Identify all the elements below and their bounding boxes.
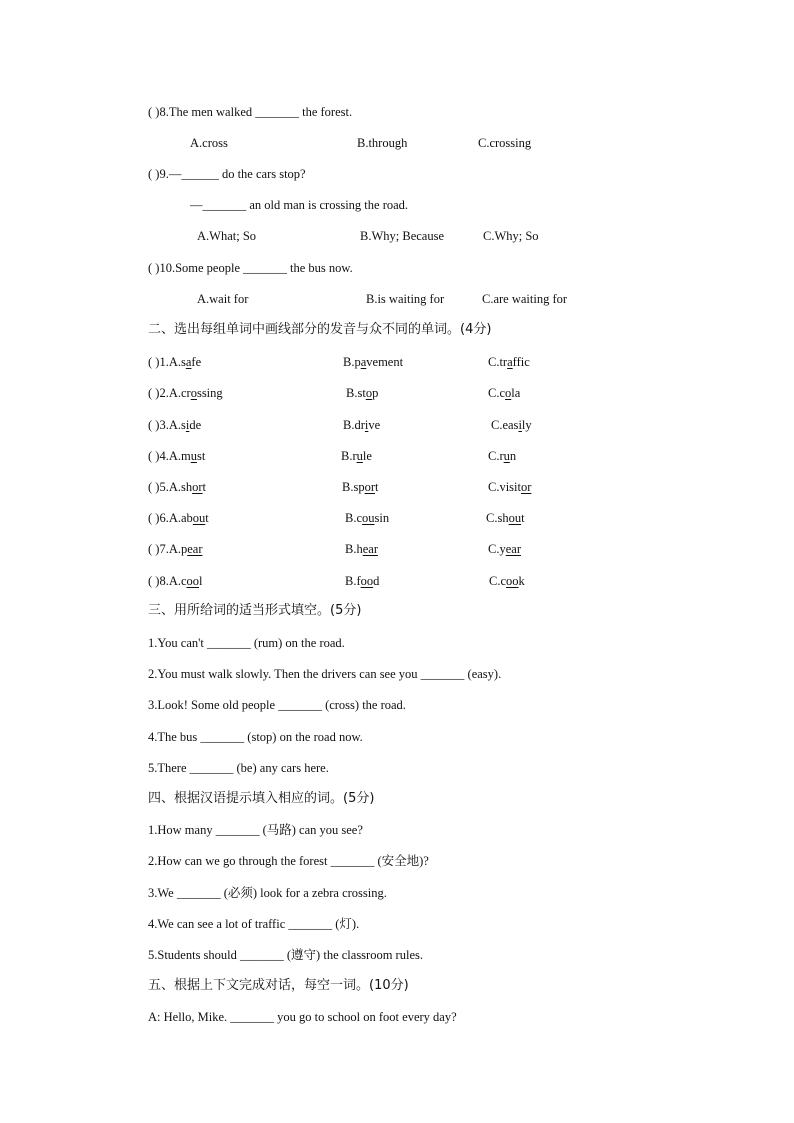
option-c-word	[488, 480, 531, 494]
underlined-sound: o	[190, 386, 197, 400]
section-3-item-1: 1.You can't _______ (rum) on the road.	[148, 636, 345, 650]
underlined-sound: a	[185, 355, 192, 369]
option-b-word	[341, 449, 372, 463]
section-2-row	[148, 479, 206, 495]
option-b-word	[345, 574, 379, 588]
word-prefix: C.tr	[488, 355, 508, 369]
section-2-option-c	[488, 448, 516, 464]
option-b-word	[345, 542, 378, 556]
word-suffix: p	[372, 386, 379, 400]
word-suffix: k	[518, 574, 525, 588]
question-10-option-b: B.is waiting for	[366, 292, 445, 306]
word-prefix: A.p	[168, 542, 188, 556]
question-9-stem-reply: —_______ an old man is crossing the road.	[190, 198, 409, 212]
section-2-row	[148, 354, 201, 370]
word-prefix: B.st	[346, 386, 366, 400]
section-3-item-3: 3.Look! Some old people _______ (cross) the road.	[148, 698, 406, 712]
question-10-stem: ( )10.Some people _______ the bus now.	[148, 261, 353, 275]
word-prefix: C.c	[488, 386, 506, 400]
word-prefix: B.p	[343, 355, 361, 369]
section-2-option-b	[345, 541, 378, 557]
underlined-sound: or	[364, 480, 375, 494]
option-a	[169, 542, 203, 556]
option-b-word	[342, 480, 378, 494]
word-suffix: d	[373, 574, 380, 588]
underlined-sound: ear	[505, 542, 521, 556]
underlined-sound: u	[356, 449, 363, 463]
question-10-option-a: A.wait for	[197, 292, 249, 306]
section-2-option-c	[488, 541, 521, 557]
underlined-sound: o	[505, 386, 512, 400]
question-number: ( )1.	[148, 355, 169, 369]
option-c-word	[488, 542, 521, 556]
section-2-option-c	[489, 573, 525, 589]
option-a	[169, 511, 209, 525]
section-2-option-c	[488, 354, 530, 370]
word-prefix: A.s	[168, 418, 186, 432]
word-suffix: ve	[368, 418, 381, 432]
underlined-sound: i	[364, 418, 369, 432]
section-2-option-c	[488, 479, 531, 495]
option-a	[169, 355, 201, 369]
question-8-option-a: A.cross	[190, 136, 228, 150]
word-suffix: ffic	[512, 355, 530, 369]
word-suffix: t	[375, 480, 379, 494]
option-b-word	[343, 418, 380, 432]
section-2-option-b	[343, 417, 380, 433]
option-c-word	[488, 449, 516, 463]
section-2-option-b	[342, 479, 378, 495]
section-4-item-3: 3.We _______ (必须) look for a zebra crossing.	[148, 886, 387, 900]
section-2-option-c	[488, 385, 520, 401]
section-2-row	[148, 573, 203, 589]
section-3-item-2: 2.You must walk slowly. Then the drivers can see you _______ (easy).	[148, 667, 502, 681]
question-10-option-c: C.are waiting for	[482, 292, 568, 306]
section-4-item-1: 1.How many _______ (马路) can you see?	[148, 823, 363, 837]
word-prefix: C.c	[489, 574, 507, 588]
option-a	[169, 574, 203, 588]
word-prefix: A.s	[168, 355, 186, 369]
question-8-stem: ( )8.The men walked _______ the forest.	[148, 105, 353, 119]
option-b-word	[345, 511, 389, 525]
question-9-stem: ( )9.—______ do the cars stop?	[148, 167, 306, 181]
word-prefix: A.c	[168, 574, 187, 588]
underlined-sound: u	[503, 449, 510, 463]
word-suffix: l	[199, 574, 203, 588]
underlined-sound: i	[185, 418, 190, 432]
word-prefix: A.m	[168, 449, 191, 463]
section-3-heading: 三、用所给词的适当形式填空。(5分)	[148, 603, 362, 618]
word-prefix: B.f	[345, 574, 361, 588]
word-prefix: B.h	[345, 542, 363, 556]
section-2-row	[148, 510, 209, 526]
underlined-sound: oo	[360, 574, 374, 588]
word-prefix: C.sh	[486, 511, 509, 525]
section-3-item-4: 4.The bus _______ (stop) on the road now.	[148, 730, 363, 744]
word-suffix: fe	[191, 355, 202, 369]
word-prefix: B.sp	[342, 480, 365, 494]
option-b-word	[343, 355, 403, 369]
word-prefix: C.eas	[491, 418, 519, 432]
option-c-word	[489, 574, 525, 588]
question-number: ( )4.	[148, 449, 169, 463]
underlined-sound: or	[521, 480, 532, 494]
word-prefix: B.c	[345, 511, 363, 525]
option-c-word	[488, 386, 520, 400]
question-9-option-a: A.What; So	[197, 229, 257, 243]
underlined-sound: i	[518, 418, 522, 432]
underlined-sound: o	[365, 386, 373, 400]
word-suffix: t	[205, 511, 209, 525]
section-2-option-b	[345, 573, 379, 589]
word-suffix: t	[202, 480, 207, 494]
word-suffix: vement	[366, 355, 404, 369]
section-4-item-4: 4.We can see a lot of traffic _______ (灯).	[148, 917, 360, 931]
section-4-heading: 四、根据汉语提示填入相应的词。(5分)	[148, 791, 375, 806]
question-number: ( )7.	[148, 542, 169, 556]
word-suffix: ly	[521, 418, 532, 432]
option-b-word	[346, 386, 378, 400]
section-2-option-b	[345, 510, 389, 526]
section-5-item-1: A: Hello, Mike. _______ you go to school on foot every day?	[148, 1010, 457, 1024]
word-suffix: le	[362, 449, 372, 463]
underlined-sound: a	[507, 355, 513, 369]
underlined-sound: or	[192, 480, 203, 494]
option-a	[169, 449, 205, 463]
question-8-option-b: B.through	[357, 136, 408, 150]
word-prefix: B.r	[341, 449, 357, 463]
section-2-option-c	[486, 510, 525, 526]
question-9-option-b: B.Why; Because	[360, 229, 445, 243]
word-suffix: n	[509, 449, 517, 463]
question-number: ( )8.	[148, 574, 169, 588]
section-2-option-b	[346, 385, 378, 401]
section-4-item-5: 5.Students should _______ (遵守) the classroom rules.	[148, 948, 423, 962]
question-number: ( )6.	[148, 511, 169, 525]
option-c-word	[491, 418, 532, 432]
underlined-sound: ear	[187, 542, 203, 556]
underlined-sound: u	[190, 449, 197, 463]
section-4-item-2: 2.How can we go through the forest _______ (安全地)?	[148, 854, 429, 868]
word-suffix: de	[189, 418, 202, 432]
section-2-heading: 二、选出每组单词中画线部分的发音与众不同的单词。(4分)	[148, 322, 492, 337]
underlined-sound: ou	[508, 511, 522, 525]
question-9-option-c: C.Why; So	[483, 229, 539, 243]
section-2-row	[148, 417, 201, 433]
section-2-option-b	[341, 448, 372, 464]
underlined-sound: oo	[186, 574, 200, 588]
underlined-sound: ou	[192, 511, 206, 525]
section-2-row	[148, 385, 223, 401]
word-prefix: C.visit	[488, 480, 521, 494]
section-2-row	[148, 448, 205, 464]
word-prefix: B.dr	[343, 418, 365, 432]
underlined-sound: oo	[506, 574, 519, 588]
word-suffix: t	[521, 511, 525, 525]
word-prefix: C.y	[488, 542, 506, 556]
section-3-item-5: 5.There _______ (be) any cars here.	[148, 761, 329, 775]
option-c-word	[488, 355, 530, 369]
word-suffix: sin	[374, 511, 390, 525]
underlined-sound: ou	[362, 511, 375, 525]
underlined-sound: ear	[362, 542, 378, 556]
option-a	[169, 418, 201, 432]
question-number: ( )2.	[148, 386, 169, 400]
word-prefix: C.r	[488, 449, 504, 463]
word-prefix: A.cr	[168, 386, 191, 400]
question-number: ( )5.	[148, 480, 169, 494]
option-a	[169, 386, 223, 400]
question-number: ( )3.	[148, 418, 169, 432]
word-prefix: A.ab	[168, 511, 193, 525]
option-c-word	[486, 511, 525, 525]
section-5-heading: 五、根据上下文完成对话，每空一词。(10分)	[148, 978, 409, 993]
section-2-row	[148, 541, 203, 557]
word-suffix: st	[196, 449, 206, 463]
word-prefix: A.sh	[168, 480, 193, 494]
underlined-sound: a	[360, 355, 367, 369]
word-suffix: ssing	[196, 386, 223, 400]
section-2-option-c	[491, 417, 532, 433]
word-suffix: la	[511, 386, 521, 400]
question-8-option-c: C.crossing	[478, 136, 532, 150]
option-a	[169, 480, 206, 494]
section-2-option-b	[343, 354, 403, 370]
